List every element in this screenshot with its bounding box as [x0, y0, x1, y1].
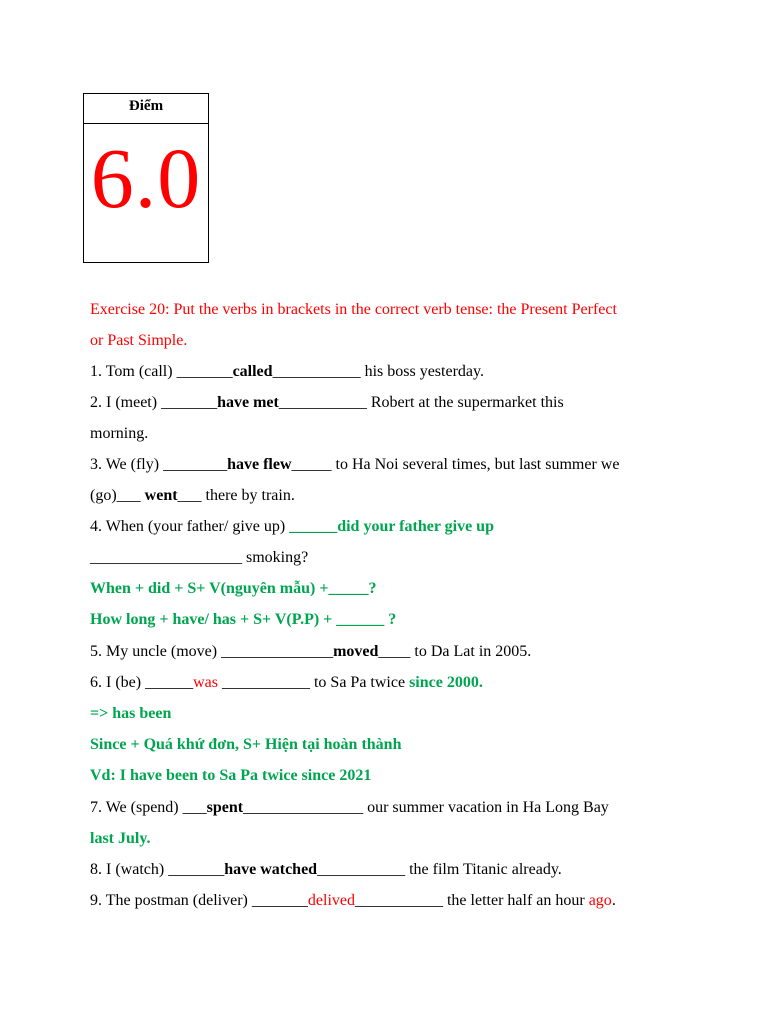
q9-suffix: ___________ the letter half an hour [354, 892, 589, 909]
q8-prefix: 8. I (watch) _______ [90, 861, 225, 878]
exercise-title-line1: Exercise 20: Put the verbs in brackets in the correct verb tense: the Present Perfect [90, 301, 617, 318]
question-3 [90, 455, 619, 475]
q3-l2-suffix: ___ there by train. [177, 487, 295, 504]
q1-suffix: ___________ his boss yesterday. [272, 363, 484, 380]
q4-blank: ______ [289, 518, 338, 535]
q2-line2: morning. [90, 425, 149, 442]
q5-answer: moved [333, 643, 379, 660]
note6-line2: Since + Quá khứ đơn, S+ Hiện tại hoàn thành [90, 736, 402, 753]
q2-answer: have met [217, 394, 279, 411]
q7-prefix: 7. We (spend) ___ [90, 799, 207, 816]
note4-line1: When + did + S+ V(nguyên mẫu) +_____? [90, 580, 377, 597]
note4-line2: How long + have/ has + S+ V(P.P) + ______ ? [90, 611, 397, 628]
question-5 [90, 642, 531, 662]
q3-prefix: 3. We (fly) ________ [90, 456, 228, 473]
q2-prefix: 2. I (meet) _______ [90, 394, 218, 411]
question-4 [90, 517, 494, 537]
score-value: 6.0 [90, 130, 202, 226]
score-label: Điểm [84, 94, 208, 124]
q7-answer: spent [206, 799, 244, 816]
note6-line3: Vd: I have been to Sa Pa twice since 2021 [90, 767, 372, 784]
q7-line2: last July. [90, 830, 151, 847]
q6-suffix: ___________ to Sa Pa twice [217, 674, 410, 691]
q9-answer: delived [307, 892, 355, 909]
q4-line2: ___________________ smoking? [90, 549, 309, 566]
q6-hint: since 2000. [409, 674, 483, 691]
exercise-title-line2: or Past Simple. [90, 332, 188, 349]
q4-answer: did your father give up [337, 518, 494, 535]
q3-line2 [90, 486, 295, 506]
score-box [83, 93, 209, 263]
q3-l2-prefix: (go)___ [90, 487, 145, 504]
question-2 [90, 393, 564, 413]
note6-line1: => has been [90, 705, 172, 722]
q8-suffix: ___________ the film Titanic already. [317, 861, 562, 878]
q6-prefix: 6. I (be) ______ [90, 674, 194, 691]
q5-prefix: 5. My uncle (move) ______________ [90, 643, 334, 660]
q9-hint: ago [588, 892, 612, 909]
q9-end: . [611, 892, 616, 909]
q5-suffix: ____ to Da Lat in 2005. [378, 643, 532, 660]
q3-suffix: _____ to Ha Noi several times, but last summer we [291, 456, 620, 473]
q2-suffix: ___________ Robert at the supermarket this [278, 394, 564, 411]
q1-prefix: 1. Tom (call) _______ [90, 363, 233, 380]
q6-answer: was [193, 674, 218, 691]
q7-suffix: _______________ our summer vacation in Ha Long Bay [243, 799, 609, 816]
question-6 [90, 673, 483, 693]
q1-answer: called [232, 363, 273, 380]
q9-prefix: 9. The postman (deliver) _______ [90, 892, 308, 909]
q8-answer: have watched [224, 861, 318, 878]
question-9 [90, 891, 616, 911]
q3-answer: have flew [227, 456, 292, 473]
q3-l2-answer: went [144, 487, 178, 504]
question-8 [90, 860, 562, 880]
question-1 [90, 362, 484, 382]
question-7 [90, 798, 609, 818]
q4-prefix: 4. When (your father/ give up) [90, 518, 290, 535]
